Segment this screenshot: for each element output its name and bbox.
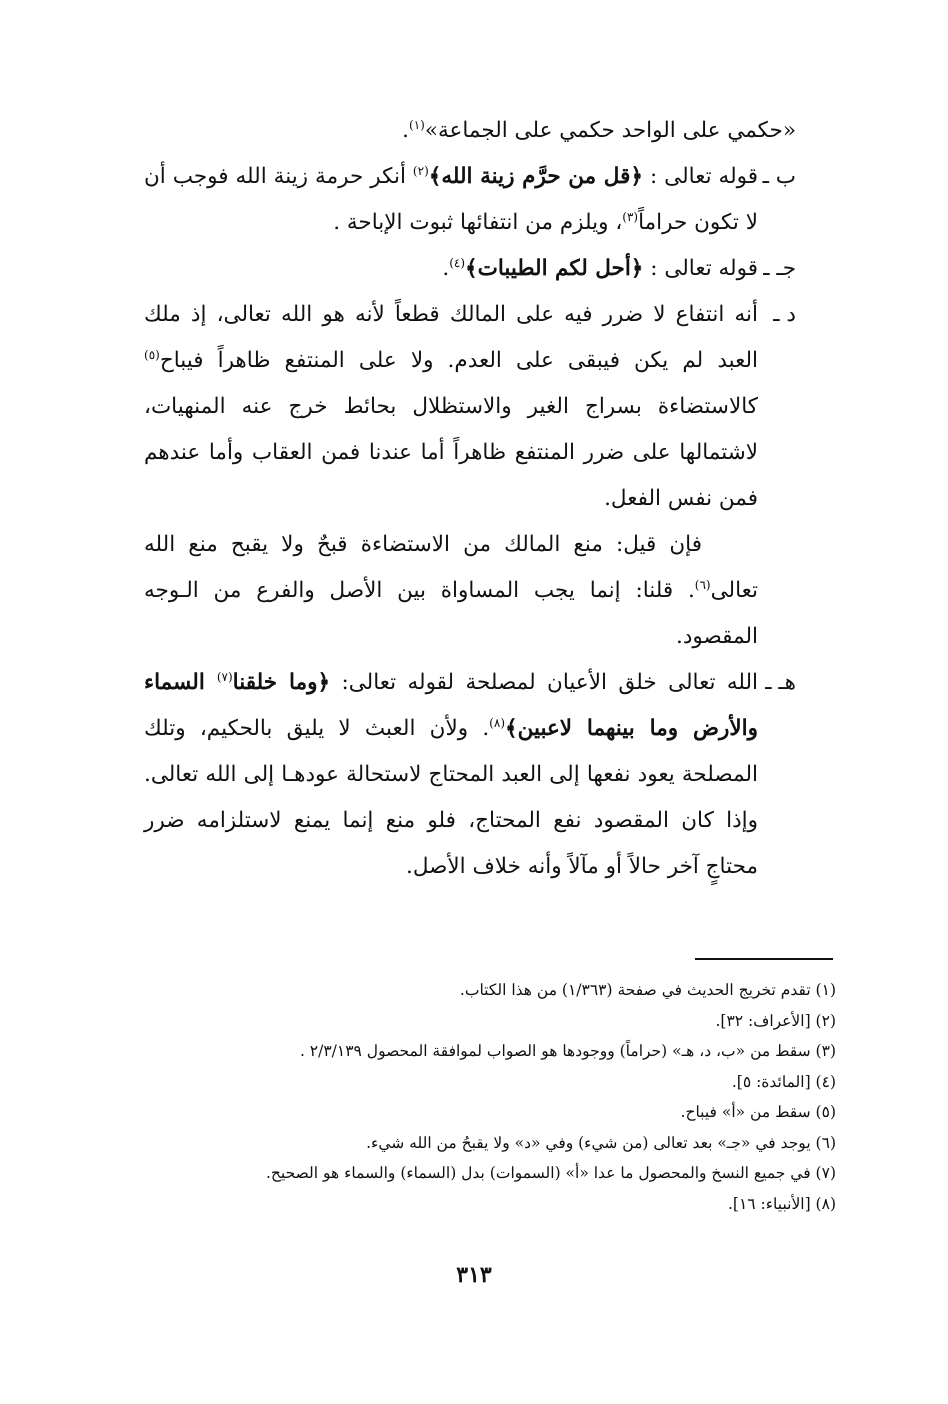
footnote: (٣) سقط من «ب، د، هـ» (حراماً) ووجودها هو الصواب لموافقة المحصول ٢/٣/١٣٩ . <box>299 1042 836 1060</box>
item-marker: ب ـ <box>762 164 796 189</box>
quran-verse: ﴿وما خلقنا <box>232 670 331 695</box>
footnotes <box>144 975 836 1219</box>
item-text: الله تعالى خلق الأعيان لمصلحة لقوله تعالى: ﴿وما خلقنا$^{(٧)}$ السماء والأرض وما بينهما لاعبين﴾$^{(٨)}$. ولأن العبث لا يليق بالحكيم، وتلك المصلحة يعود نفعها إلى العبد المحتاج لاستحالة عودهـا إلى الله تعالى. وإذا كان المقصود نفع المحتاج، فلو منع إنما يمنع لاستلزامه ضرر محتاجٍ آخر حالاً أو مآلاً وأنه خلاف الأصل. <box>144 669 759 879</box>
item-b <box>144 154 796 246</box>
footnote-separator <box>695 958 833 960</box>
footnote-ref[interactable]: (٧) <box>216 669 233 684</box>
quote-text: «حكمي على الواحد حكمي على الجماعة» <box>424 118 796 143</box>
footnote: (٦) يوجد في «جـ» بعد تعالى (من شيء) وفي «د» ولا يقبحُ من الله شيء. <box>366 1133 836 1152</box>
footnote: (٤) [المائدة: ٥]. <box>731 1072 836 1091</box>
item-d <box>144 292 796 522</box>
quran-verse: ﴿قل من حرَّم زينة الله﴾ <box>428 164 643 189</box>
quote-line: «حكمي على الواحد حكمي على الجماعة»$^{(١)}$. <box>402 117 796 143</box>
footnote-ref[interactable]: (٦) <box>694 577 711 592</box>
footnote: (١) تقدم تخريج الحديث في صفحة (١/٣٦٣) من هذا الكتاب. <box>459 981 836 999</box>
item-marker: هـ ـ <box>765 670 796 695</box>
item-marker: جـ ـ <box>763 256 796 281</box>
item-h <box>144 660 796 890</box>
item-text: قوله تعالى : ﴿قل من حرَّم زينة الله﴾$^{(٢)}$ أنكر حرمة زينة الله فوجب أن لا تكون حراماً$^{(٣)}$، ويلزم من انتفائها ثبوت الإباحة . <box>144 163 759 235</box>
main-text <box>144 108 796 890</box>
footnote: (٢) [الأعراف: ٣٢]. <box>715 1011 836 1030</box>
item-text: قوله تعالى : ﴿أحل لكم الطيبات﴾$^{(٤)}$. <box>442 255 758 281</box>
footnote-ref[interactable]: (٨) <box>489 715 505 730</box>
footnote-ref[interactable]: (١) <box>409 117 425 132</box>
footnote-ref[interactable]: (٢) <box>412 163 429 178</box>
footnote-ref[interactable]: (٥) <box>144 347 160 362</box>
item-text: أنه انتفاع لا ضرر فيه على المالك قطعاً لأنه هو الله تعالى، إذ ملك العبد لم يكن فيبقى على العدم. ولا على المنتفع ظاهراً فيباح$^{(٥)}$ كالاستضاءة بسراج الغير والاستظلال بحائط خرج عنه المنهيات، لاشتمالها على ضرر المنتفع ظاهراً أما عندنا فمن العقاب وأما عندهم فمن نفس الفعل. <box>144 302 758 511</box>
footnote: (٧) في جميع النسخ والمحصول ما عدا «أ» (السموات) بدل (السماء) والسماء هو الصحيح. <box>265 1164 836 1182</box>
footnote-ref[interactable]: (٣) <box>622 209 639 224</box>
item-marker: د ـ <box>773 302 796 327</box>
item-j <box>144 246 796 292</box>
page-number: ٣١٣ <box>456 1262 492 1288</box>
footnote: (٨) [الأنبياء: ١٦]. <box>727 1194 836 1213</box>
quran-verse: ﴿أحل لكم الطيبات﴾ <box>465 256 644 281</box>
objection-paragraph: فإن قيل: منع المالك من الاستضاءة قبحٌ ولا يقبح منع الله تعالى$^{(٦)}$. قلنا: إنما يجب المساواة بين الأصل والفرع من الـوجه المقصود. <box>144 532 758 649</box>
footnote-ref[interactable]: (٤) <box>449 255 466 270</box>
quran-verse: السماء والأرض وما بينهما لاعبين﴾ <box>144 670 758 741</box>
footnote: (٥) سقط من «أ» فيباح. <box>680 1103 836 1121</box>
